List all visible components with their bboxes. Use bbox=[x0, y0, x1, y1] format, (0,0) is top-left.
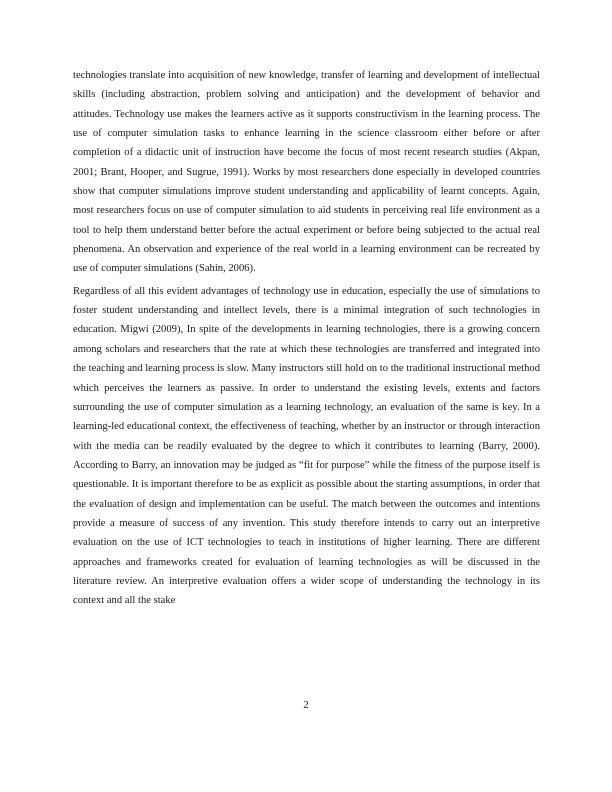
paragraph-1: technologies translate into acquisition of new knowledge, transfer of learning and development of intellectual skills (including abstraction, problem solving and anticipation) and the development of behavior and attitudes. Technology use makes the learners active as it supports constructivism in the learning process. The use of computer simulation tasks to enhance learning in the science classroom either before or after completion of a didactic unit of instruction have become the focus of most recent research studies (Akpan, 2001; Brant, Hooper, and Sugrue, 1991). Works by most researchers done especially in developed countries show that computer simulations improve student understanding and applicability of learnt concepts. Again, most researchers focus on use of computer simulation to aid students in perceiving real life environment as a tool to help them understand better before the actual experiment or before being subjected to the actual real phenomena. An observation and experience of the real world in a learning environment can be recreated by use of computer simulations (Sahin, 2006). bbox=[73, 70, 540, 275]
body-text bbox=[73, 66, 540, 611]
paragraph-2: Regardless of all this evident advantages of technology use in education, especially the use of simulations to foster student understanding and intellect levels, there is a minimal integration of such technologies in education. Migwi (2009), In spite of the developments in learning technologies, there is a growing concern among scholars and researchers that the rate at which these technologies are transferred and integrated into the teaching and learning process is slow. Many instructors still hold on to the traditional instructional method which perceives the learners as passive. In order to understand the existing levels, extents and factors surrounding the use of computer simulation as a learning technology, an evaluation of the same is key. In a learning-led educational context, the effectiveness of teaching, whether by an instructor or through interaction with the media can be readily evaluated by the degree to which it contributes to learning (Barry, 2000). According to Barry, an innovation may be judged as “fit for purpose” while the fitness of the purpose itself is questionable. It is important therefore to be as explicit as possible about the starting assumptions, in order that the evaluation of design and implementation can be useful. The match between the outcomes and intentions provide a measure of success of any invention. This study therefore intends to carry out an interpretive evaluation on the use of ICT technologies to teach in institutions of higher learning. There are different approaches and frameworks created for evaluation of learning technologies as will be discussed in the literature review. An interpretive evaluation offers a wider scope of understanding the technology in its context and all the stake bbox=[73, 285, 540, 607]
page-number: 2 bbox=[303, 699, 309, 711]
